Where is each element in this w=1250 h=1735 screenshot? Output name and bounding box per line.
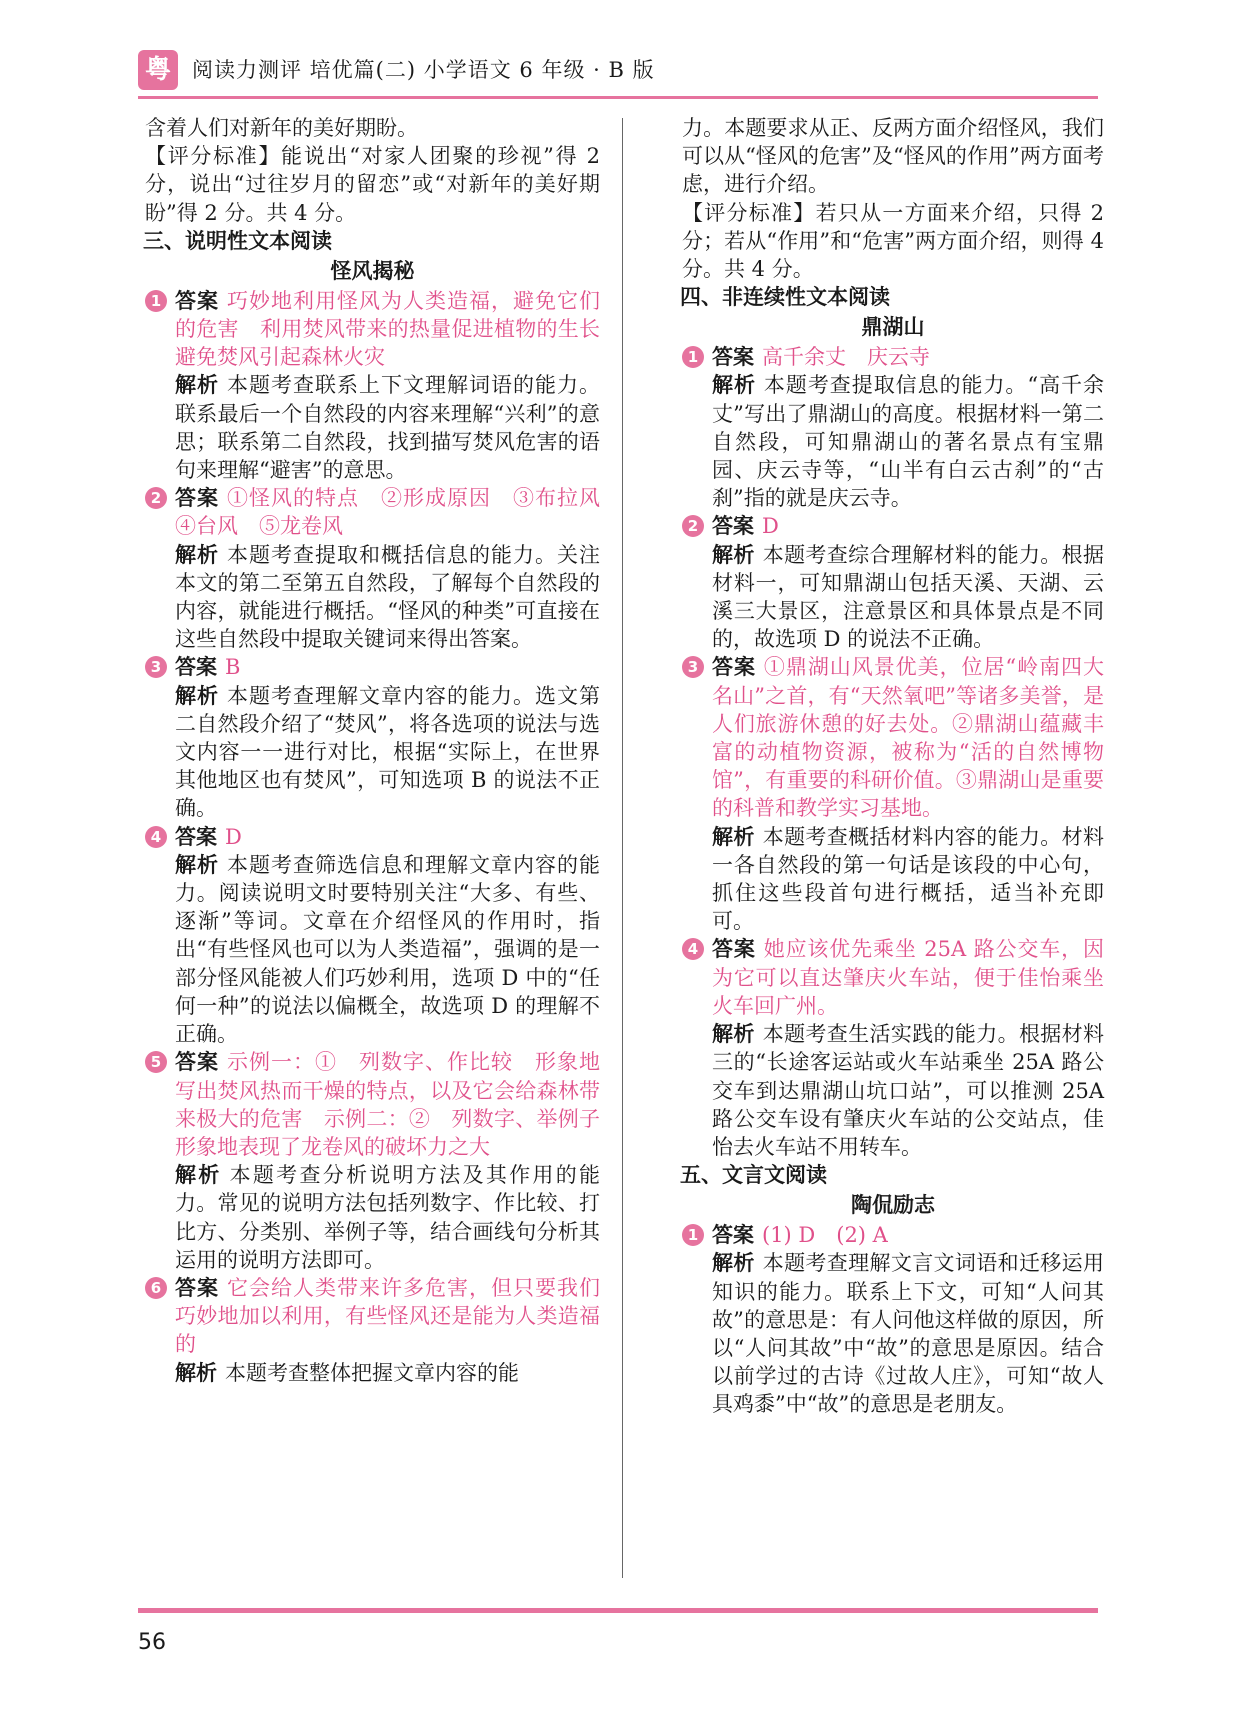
question-number: 1 xyxy=(682,1224,704,1246)
question-number: 1 xyxy=(682,346,704,368)
answer-item xyxy=(145,287,621,484)
article-title: 怪风揭秘 xyxy=(330,258,415,283)
answer-label: 答案 xyxy=(712,514,754,539)
analysis-text: 本题考查综合理解材料的能力。根据材料一，可知鼎湖山包括天溪、天湖、云溪三大景区，注意景区和具体景点是不同的，故选项 D 的说法不正确。 xyxy=(712,542,1105,652)
analysis-line xyxy=(175,541,600,654)
answer-label: 答案 xyxy=(175,655,217,680)
question-number: 6 xyxy=(145,1277,167,1299)
article-title: 鼎湖山 xyxy=(861,315,925,340)
answer-label: 答案 xyxy=(712,1223,754,1248)
continued-scoring: 【评分标准】若只从一方面来介绍，只得 2 分；若从“作用”和“危害”两方面介绍，则得 4 分。共 4 分。 xyxy=(682,200,1104,282)
article-title: 陶侃励志 xyxy=(851,1193,935,1218)
analysis-text: 本题考查提取信息的能力。“高千余丈”写出了鼎湖山的高度。根据材料一第二自然段，可知鼎湖山的著名景点有宝鼎园、庆云寺等，“山半有白云古刹”的“古刹”指的就是庆云寺。 xyxy=(712,373,1104,511)
answer-line xyxy=(175,484,621,540)
answer-line xyxy=(175,287,621,372)
intro-scoring: 【评分标准】能说出“对家人团聚的珍视”得 2 分，说出“过往岁月的留恋”或“对新年的美好期盼”得 2 分。共 4 分。 xyxy=(145,144,600,225)
analysis-line xyxy=(175,851,600,1048)
intro-text: 含着人们对新年的美好期盼。 xyxy=(145,116,418,140)
analysis-text: 本题考查生活实践的能力。根据材料三的“长途客运站或火车站乘坐 25A 路公交车到达鼎湖山坑口站”，可以推测 25A 路公交车设有肇庆火车站的公交站点，佳怡去火车站不用转车。 xyxy=(712,1022,1105,1159)
section-heading-3: 三、说明性文本阅读 xyxy=(143,228,332,253)
answer-line xyxy=(712,343,1104,371)
answer-text: (1) D (2) A xyxy=(762,1223,888,1248)
analysis-label: 解析 xyxy=(712,824,755,849)
section-heading-4: 四、非连续性文本阅读 xyxy=(680,285,890,310)
answer-line xyxy=(175,1048,621,1161)
analysis-line xyxy=(712,823,1104,936)
answer-label: 答案 xyxy=(175,824,217,849)
answer-text: ①怪风的特点 ②形成原因 ③布拉风 ④台风 ⑤龙卷风 xyxy=(175,486,621,539)
answer-text: B xyxy=(225,655,241,680)
analysis-text: 本题考查理解文章内容的能力。选文第二自然段介绍了“焚风”，将各选项的说法与选文内容一一进行对比，根据“实际上，在世界其他地区也有焚风”，可知选项 B 的说法不正确。 xyxy=(175,683,600,821)
answer-label: 答案 xyxy=(712,345,754,370)
right-column xyxy=(682,114,1104,1419)
answer-text: ①鼎湖山风景优美，位居“岭南四大名山”之首，有“天然氧吧”等诸多美誉，是人们旅游休憩的好去处。②鼎湖山蕴藏丰富的动植物资源，被称为“活的自然博物馆”，有重要的科研价值。③鼎湖山是重要的科普和教学实习基地。 xyxy=(712,655,1104,821)
page-number: 56 xyxy=(138,1630,166,1655)
answer-text: 高千余丈 庆云寺 xyxy=(762,345,930,370)
answer-label: 答案 xyxy=(175,1275,219,1300)
answer-list xyxy=(682,1221,1104,1418)
analysis-label: 解析 xyxy=(175,1360,217,1385)
analysis-text: 本题考查理解文言文词语和迁移运用知识的能力。联系上下文，可知“人问其故”的意思是：有人问他这样做的原因，所以“人问其故”中“故”的意思是原因。结合以前学过的古诗《过故人庄》，可知“故人具鸡黍”中“故”的意思是老朋友。 xyxy=(712,1251,1105,1417)
analysis-line xyxy=(712,541,1104,654)
answer-text: 它会给人类带来许多危害，但只要我们巧妙地加以利用，有些怪风还是能为人类造福的 xyxy=(175,1275,600,1357)
answer-text: 巧妙地利用怪风为人类造福，避免它们的危害 利用焚风带来的热量促进植物的生长 避免焚风引起森林火灾 xyxy=(175,288,621,370)
question-number: 4 xyxy=(145,826,167,848)
answer-line xyxy=(175,1274,600,1359)
answer-item xyxy=(145,1274,600,1387)
answer-text: 她应该优先乘坐 25A 路公交车，因为它可以直达肇庆火车站，便于佳怡乘坐火车回广州。 xyxy=(712,937,1104,1018)
analysis-line xyxy=(175,371,600,484)
answer-item xyxy=(682,1221,1104,1418)
footer-rule xyxy=(138,1608,1098,1613)
answer-text: D xyxy=(762,514,779,539)
column-divider xyxy=(622,118,623,1578)
answer-text: D xyxy=(225,824,242,849)
analysis-line xyxy=(712,1020,1104,1161)
answer-label: 答案 xyxy=(175,288,219,313)
question-number: 3 xyxy=(682,656,704,678)
header-rule xyxy=(138,96,1098,99)
answer-label: 答案 xyxy=(712,655,756,680)
analysis-label: 解析 xyxy=(712,542,755,567)
section-heading-5: 五、文言文阅读 xyxy=(680,1163,827,1188)
header-title: 阅读力测评 培优篇(二) 小学语文 6 年级 · B 版 xyxy=(192,58,655,82)
analysis-label: 解析 xyxy=(175,852,219,877)
analysis-text: 本题考查分析说明方法及其作用的能力。常见的说明方法包括列数字、作比较、打比方、分类别、举例子等，结合画线句分析其运用的说明方法即可。 xyxy=(175,1163,601,1272)
question-number: 3 xyxy=(145,656,167,678)
answer-item xyxy=(682,653,1104,935)
analysis-line xyxy=(175,1161,600,1274)
page-header xyxy=(138,50,1098,90)
answer-item xyxy=(682,512,1104,653)
left-column xyxy=(143,114,621,1387)
answer-item xyxy=(145,1048,621,1274)
answer-item xyxy=(682,935,1104,1161)
analysis-text: 本题考查提取和概括信息的能力。关注本文的第二至第五自然段，了解每个自然段的内容，就能进行概括。“怪风的种类”可直接在这些自然段中提取关键词来得出答案。 xyxy=(175,542,600,652)
analysis-label: 解析 xyxy=(712,373,756,398)
question-number: 2 xyxy=(682,515,704,537)
analysis-label: 解析 xyxy=(175,542,219,567)
answer-line xyxy=(712,653,1104,822)
analysis-label: 解析 xyxy=(175,373,219,398)
continued-text: 力。本题要求从正、反两方面介绍怪风，我们可以从“怪风的危害”及“怪风的作用”两方面考虑，进行介绍。 xyxy=(682,116,1104,197)
analysis-text: 本题考查筛选信息和理解文章内容的能力。阅读说明文时要特别关注“大多、有些、逐渐”等词。文章在介绍怪风的作用时，指出“有些怪风也可以为人类造福”，强调的是一部分怪风能被人们巧妙利用，选项 D 中的“任何一种”的说法以偏概全，故选项 D 的理解不正确。 xyxy=(175,852,600,1047)
analysis-line xyxy=(175,682,600,823)
answer-line xyxy=(712,512,1104,540)
analysis-line xyxy=(175,1359,600,1387)
analysis-line xyxy=(712,1249,1104,1418)
analysis-label: 解析 xyxy=(175,683,219,708)
analysis-label: 解析 xyxy=(712,1022,755,1047)
analysis-label: 解析 xyxy=(175,1163,222,1188)
analysis-text: 本题考查整体把握文章内容的能 xyxy=(225,1360,519,1385)
analysis-line xyxy=(712,371,1104,512)
answer-label: 答案 xyxy=(175,486,219,511)
answer-line xyxy=(712,935,1104,1020)
answer-item xyxy=(145,823,600,1049)
question-number: 5 xyxy=(145,1051,167,1073)
answer-list xyxy=(682,343,1104,1161)
analysis-label: 解析 xyxy=(712,1251,755,1276)
analysis-text: 本题考查联系上下文理解词语的能力。联系最后一个自然段的内容来理解“兴利”的意思；联系第二自然段，找到描写焚风危害的语句来理解“避害”的意思。 xyxy=(175,373,600,483)
question-number: 4 xyxy=(682,938,704,960)
answer-item xyxy=(145,484,621,653)
question-number: 1 xyxy=(145,290,167,312)
answer-text: 示例一：① 列数字、作比较 形象地写出焚风热而干燥的特点，以及它会给森林带来极大的危害 示例二：② 列数字、举例子 形象地表现了龙卷风的破坏力之大 xyxy=(175,1050,621,1159)
answer-line xyxy=(175,823,600,851)
answer-item xyxy=(682,343,1104,512)
answer-label: 答案 xyxy=(712,937,756,962)
answer-list xyxy=(145,287,621,1387)
answer-line xyxy=(712,1221,1104,1249)
question-number: 2 xyxy=(145,487,167,509)
answer-line xyxy=(175,653,600,681)
analysis-text: 本题考查概括材料内容的能力。材料一各自然段的第一句话是该段的中心句，抓住这些段首句进行概括，适当补充即可。 xyxy=(712,824,1105,934)
answer-item xyxy=(145,653,600,822)
region-badge: 粤 xyxy=(138,50,178,90)
answer-label: 答案 xyxy=(175,1050,219,1075)
